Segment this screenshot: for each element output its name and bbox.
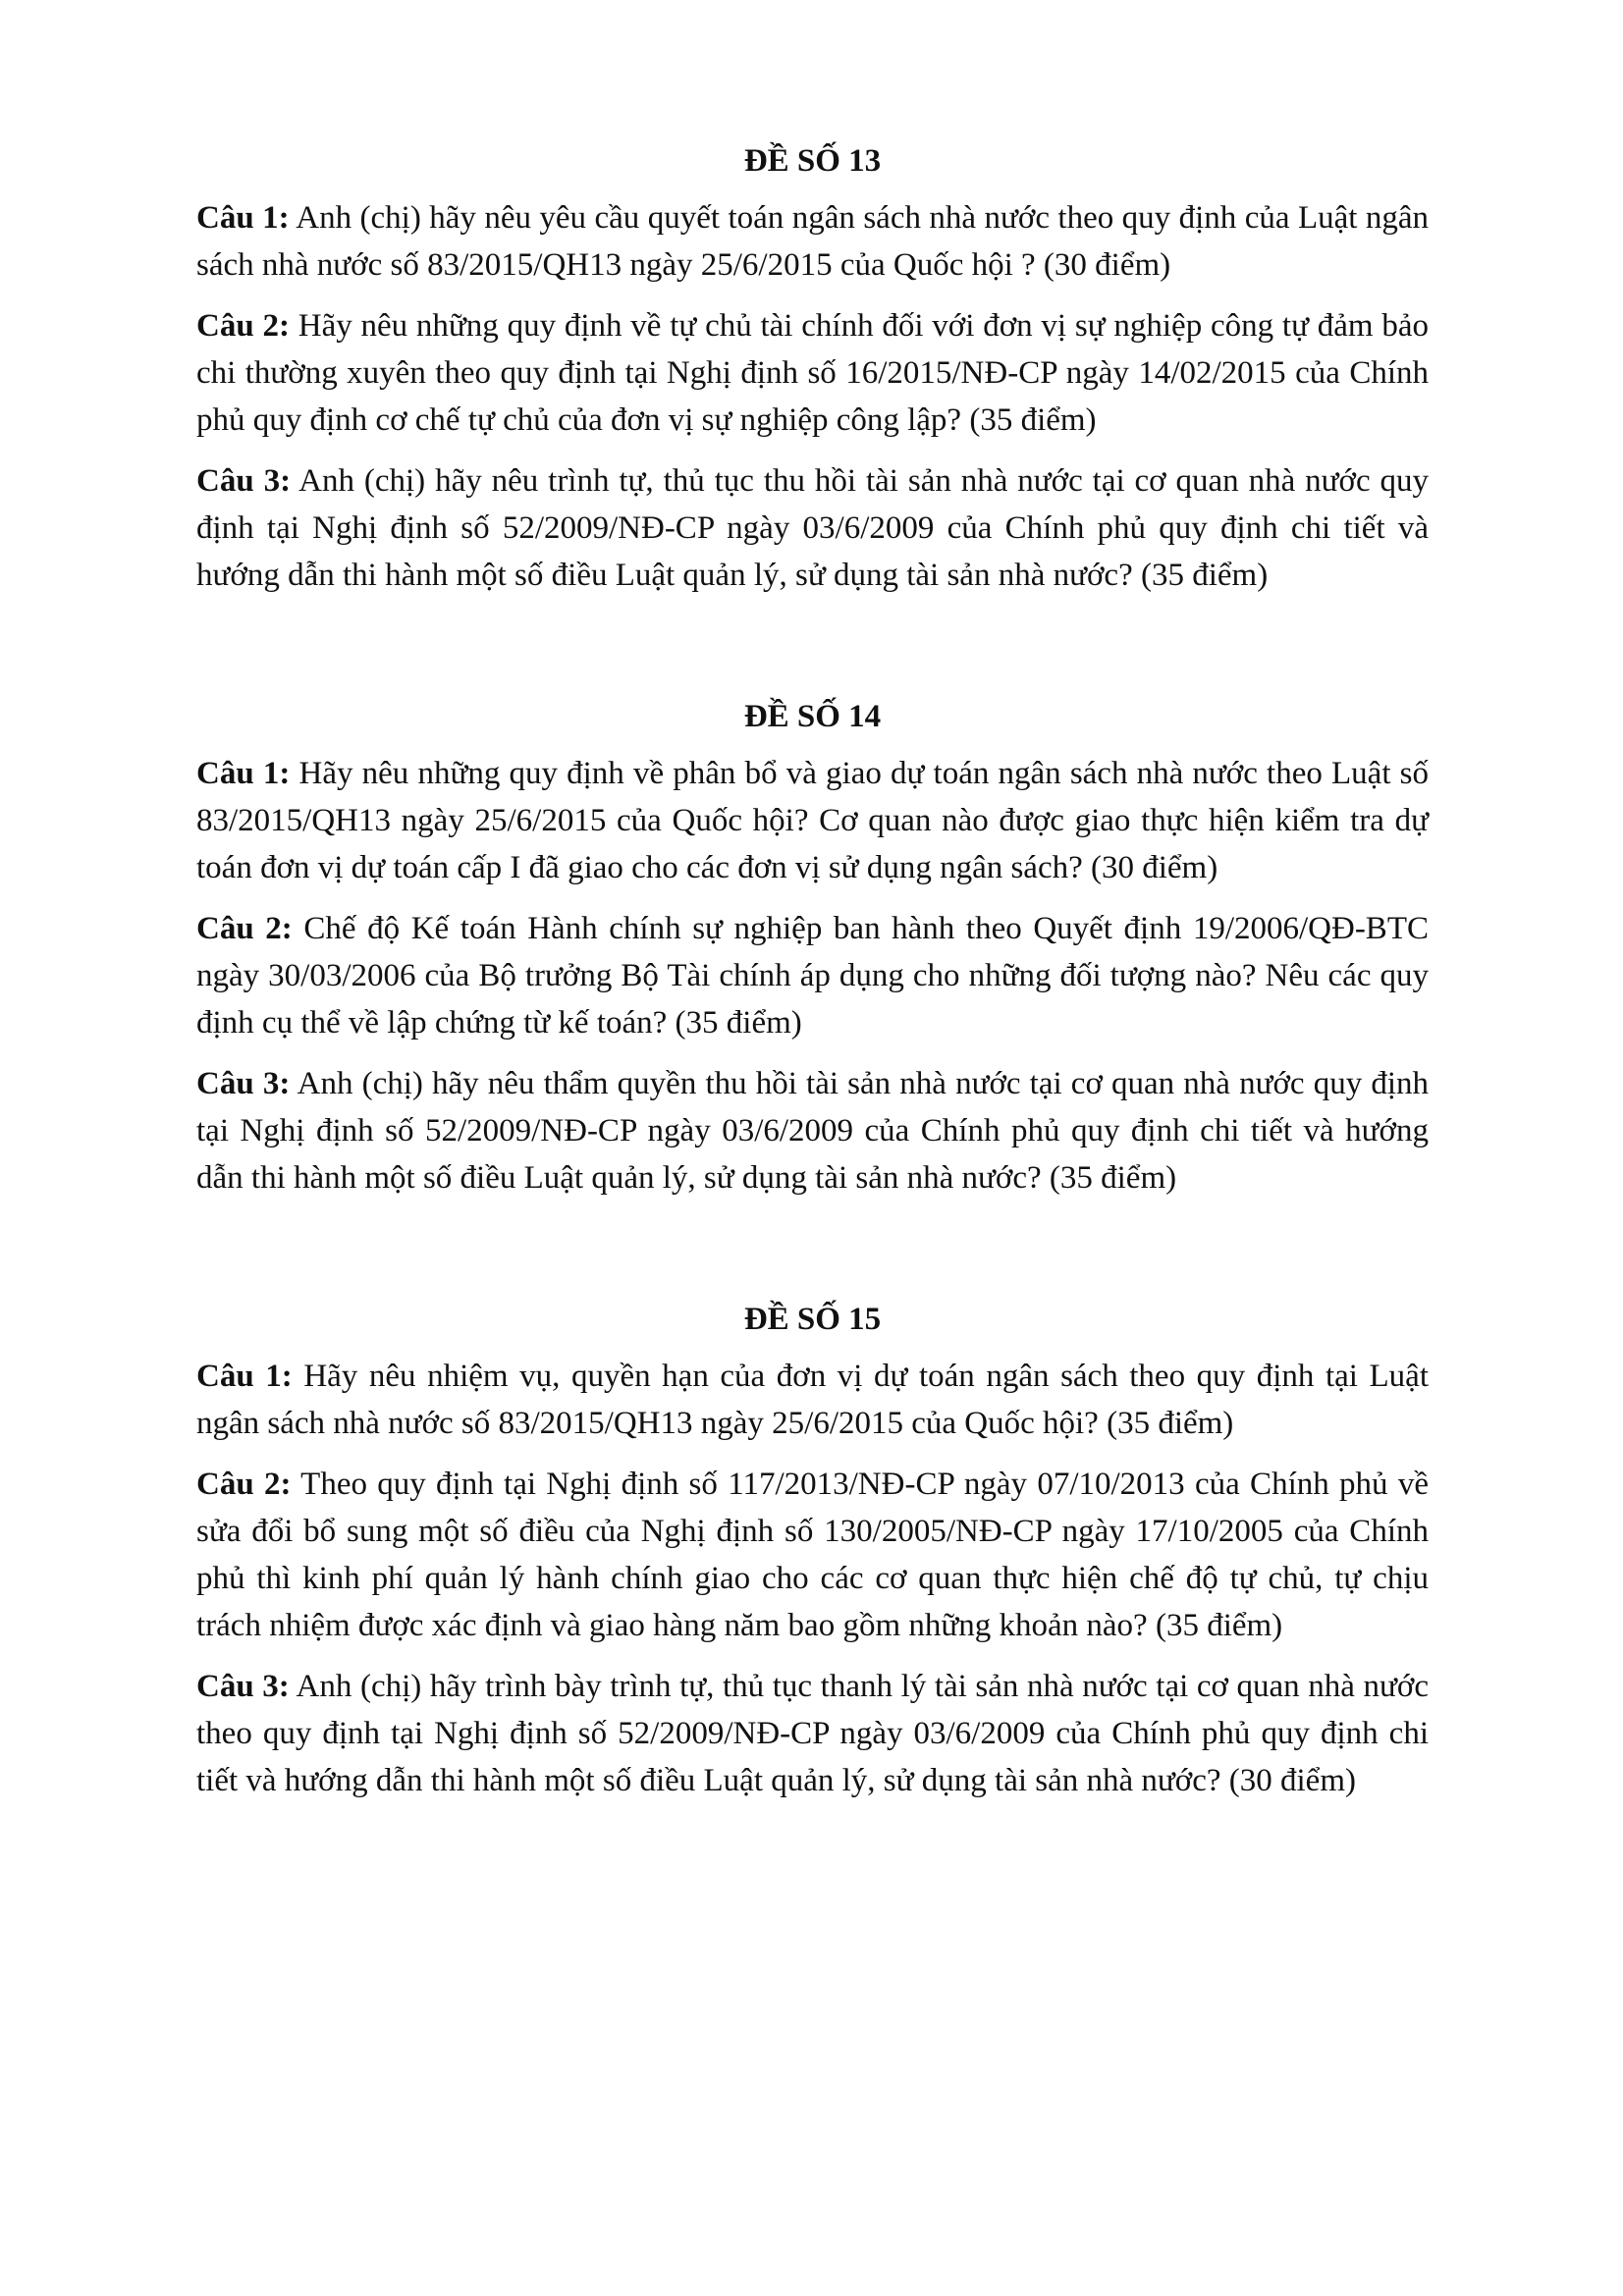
question-3 [196,1060,1429,1201]
question-2 [196,905,1429,1046]
question-text: Anh (chị) hãy nêu trình tự, thủ tục thu hồi tài sản nhà nước tại cơ quan nhà nước quy định tại Nghị định số 52/2009/NĐ-CP ngày 03/6/2009 của Chính phủ quy định chi tiết và hướng dẫn thi hành một số điều Luật quản lý, sử dụng tài sản nhà nước? (35 điểm) [196,463,1429,593]
question-2 [196,1461,1429,1649]
question-label: Câu 1: [196,200,290,236]
question-text: Hãy nêu nhiệm vụ, quyền hạn của đơn vị dự toán ngân sách theo quy định tại Luật ngân sách nhà nước số 83/2015/QH13 ngày 25/6/2015 của Quốc hội? (35 điểm) [196,1359,1429,1441]
question-label: Câu 1: [196,1359,293,1394]
question-label: Câu 2: [196,308,290,344]
exam-title: ĐỀ SỐ 15 [743,1302,882,1337]
question-text: Hãy nêu những quy định về tự chủ tài chính đối với đơn vị sự nghiệp công tự đảm bảo chi thường xuyên theo quy định tại Nghị định số 16/2015/NĐ-CP ngày 14/02/2015 của Chính phủ quy định cơ chế tự chủ của đơn vị sự nghiệp công lập? (35 điểm) [196,308,1429,438]
question-text: Hãy nêu những quy định về phân bổ và giao dự toán ngân sách nhà nước theo Luật số 83/2015/QH13 ngày 25/6/2015 của Quốc hội? Cơ quan nào được giao thực hiện kiểm tra dự toán đơn vị dự toán cấp I đã giao cho các đơn vị sử dụng ngân sách? (30 điểm) [196,756,1429,885]
question-text: Anh (chị) hãy nêu yêu cầu quyết toán ngân sách nhà nước theo quy định của Luật ngân sách nhà nước số 83/2015/QH13 ngày 25/6/2015 của Quốc hội ? (30 điểm) [196,200,1429,283]
exam-15 [196,1296,1429,1804]
question-3 [196,1663,1429,1804]
question-1 [196,1353,1429,1447]
question-1 [196,750,1429,891]
question-text: Anh (chị) hãy trình bày trình tự, thủ tục thanh lý tài sản nhà nước tại cơ quan nhà nước theo quy định tại Nghị định số 52/2009/NĐ-CP ngày 03/6/2009 của Chính phủ quy định chi tiết và hướng dẫn thi hành một số điều Luật quản lý, sử dụng tài sản nhà nước? (30 điểm) [196,1669,1429,1798]
question-2 [196,302,1429,444]
question-text: Anh (chị) hãy nêu thẩm quyền thu hồi tài sản nhà nước tại cơ quan nhà nước quy định tại Nghị định số 52/2009/NĐ-CP ngày 03/6/2009 của Chính phủ quy định chi tiết và hướng dẫn thi hành một số điều Luật quản lý, sử dụng tài sản nhà nước? (35 điểm) [196,1066,1429,1196]
question-1 [196,194,1429,289]
question-text: Theo quy định tại Nghị định số 117/2013/NĐ-CP ngày 07/10/2013 của Chính phủ về sửa đổi bổ sung một số điều của Nghị định số 130/2005/NĐ-CP ngày 17/10/2005 của Chính phủ thì kinh phí quản lý hành chính giao cho các cơ quan thực hiện chế độ tự chủ, tự chịu trách nhiệm được xác định và giao hàng năm bao gồm những khoản nào? (35 điểm) [196,1467,1429,1643]
question-label: Câu 2: [196,1467,292,1502]
exam-13 [196,137,1429,599]
question-label: Câu 2: [196,911,293,946]
document-page [196,137,1429,1818]
question-label: Câu 3: [196,1669,290,1704]
exam-title: ĐỀ SỐ 14 [743,699,882,734]
exam-14 [196,693,1429,1201]
question-3 [196,457,1429,599]
exam-title: ĐỀ SỐ 13 [743,143,882,179]
question-label: Câu 1: [196,756,291,791]
question-text: Chế độ Kế toán Hành chính sự nghiệp ban hành theo Quyết định 19/2006/QĐ-BTC ngày 30/03/2006 của Bộ trưởng Bộ Tài chính áp dụng cho những đối tượng nào? Nêu các quy định cụ thể về lập chứng từ kế toán? (35 điểm) [196,911,1429,1041]
question-label: Câu 3: [196,463,292,499]
question-label: Câu 3: [196,1066,291,1101]
